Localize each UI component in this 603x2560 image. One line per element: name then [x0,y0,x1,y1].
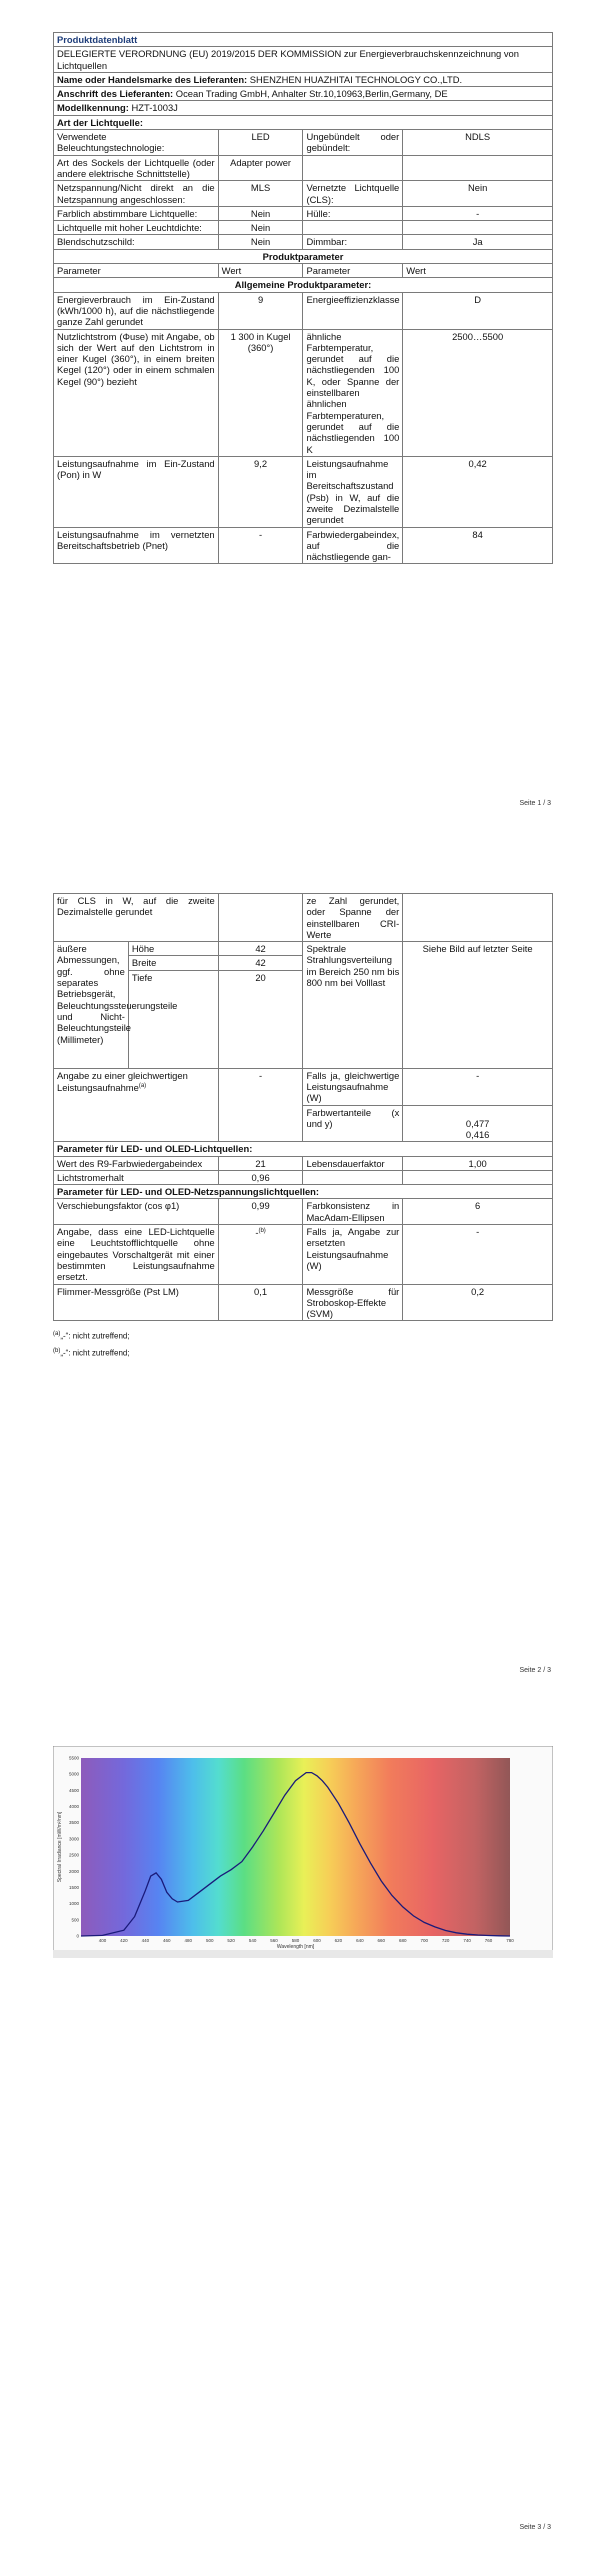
flicker-value: 0,1 [218,1284,303,1321]
x-tick-label: 560 [270,1938,278,1943]
page-2 [0,853,603,1706]
col-header-parameter: Parameter [303,264,403,278]
footnote-b-marker: (b) [53,1348,61,1355]
spectral-value: Siehe Bild auf letzter Seite [403,942,553,1069]
general-params-header: Allgemeine Produktparameter: [54,278,553,292]
lumen-maintenance-label: Lichtstromerhalt [54,1170,219,1184]
x-tick-label: 700 [420,1938,428,1943]
equivalent-watt-value: - [403,1068,553,1105]
empty-cell [403,1170,553,1184]
col-header-parameter: Parameter [54,264,219,278]
displacement-factor-label: Verschiebungsfaktor (cos φ1) [54,1199,219,1225]
x-tick-label: 520 [227,1938,235,1943]
standby-power-value: 0,42 [403,456,553,527]
address-label: Anschrift des Lieferanten: [57,88,174,100]
footnote-a: $^{(a)}$„-“: nicht zutreffend; [53,1331,130,1342]
datasheet-table-page-1 [53,32,553,564]
colour-consistency-value: 6 [403,1199,553,1225]
cap-type-label: Art des Sockels der Lichtquelle (oder andere elektrische Schnittstelle) [54,155,219,181]
model-label: Modellkennung: [57,102,129,114]
directional-value: NDLS [403,130,553,156]
footnote-a-marker: (a) [53,1331,61,1338]
x-tick-label: 780 [506,1938,514,1943]
col-header-value: Wert [218,264,303,278]
mains-label: Netzspannung/Nicht direkt an die Netzspannung angeschlossen: [54,181,219,207]
chromaticity-value [403,1105,553,1142]
x-tick-label: 640 [356,1938,364,1943]
cls-label: Vernetzte Lichtquelle (CLS): [303,181,403,207]
y-tick-label: 3500 [68,1820,79,1826]
footnotes [53,1327,553,1360]
table-row [54,894,553,942]
footnote-marker: (a) [138,1083,147,1090]
supplier-row [54,72,553,86]
model-value: HZT-1003J [131,102,178,114]
y-tick-label: 500 [71,1917,79,1923]
page-1 [0,0,603,853]
table-row [54,130,553,156]
x-tick-label: 760 [484,1938,493,1943]
supplier-label: Name oder Handelsmarke des Lieferanten: [57,73,248,85]
replaced-power-label: Falls ja, Angabe zur ersetzten Leistungsaufnahme (W) [303,1225,403,1284]
cap-type-value: Adapter power [218,155,303,181]
technology-value: LED [218,130,303,156]
fluorescent-replacement-label: Angabe, dass eine LED-Lichtquelle eine Leuchtstofflichtquelle ohne eingebautes Vorschaltgerät mit einer bestimmten Leistungsaufnahme ersetzt. [54,1225,219,1284]
fluorescent-replacement-value [218,1225,303,1284]
page-footer: Seite 2 / 3 [519,1667,551,1674]
cri-label: Farbwiedergabeindex, auf die nächstliegende gan- [303,527,403,564]
energy-class-value: D [403,292,553,329]
product-params-header: Produktparameter [54,249,553,263]
x-tick-label: 400 [98,1938,107,1943]
x-tick-label: 540 [248,1938,257,1943]
cri-value: 84 [403,527,553,564]
table-row [54,292,553,329]
energy-class-label: Energieeffizienzklasse [303,292,403,329]
width-label: Breite [128,956,218,970]
table-row [54,155,553,181]
x-tick-label: 600 [313,1938,321,1943]
table-row [54,206,553,220]
column-header-row [54,264,553,278]
envelope-label: Hülle: [303,206,403,220]
x-axis-label: Wavelength [nm] [276,1944,315,1950]
address-row [54,87,553,101]
depth-label: Tiefe [128,970,218,1068]
cct-value: 2500…5500 [403,329,553,456]
table-row [54,235,553,249]
height-value: 42 [218,942,303,956]
x-tick-label: 680 [398,1938,407,1943]
spectrum-chart [53,1746,553,1958]
continued-left-label: für CLS in W, auf die zweite Dezimalstelle gerundet [54,894,219,942]
network-standby-value: - [218,527,303,564]
survival-factor-value: 1,00 [403,1156,553,1170]
mains-value: MLS [218,181,303,207]
depth-value: 20 [218,970,303,1068]
y-tick-label: 5000 [68,1771,79,1777]
anti-glare-label: Blendschutzschild: [54,235,219,249]
table-row [54,1170,553,1184]
width-value: 42 [218,956,303,970]
cls-value: Nein [403,181,553,207]
anti-glare-value: Nein [218,235,303,249]
empty-cell [218,894,303,942]
light-type-header: Art der Lichtquelle: [54,115,553,129]
cct-label: ähnliche Farbtemperatur, gerundet auf die nächstliegenden 100 K, oder Spanne der einstellbaren ähnlichen Farbtemperaturen, gerundet auf die nächstliegenden 100 K [303,329,403,456]
y-tick-label: 2000 [68,1868,79,1874]
page-footer: Seite 3 / 3 [519,2524,551,2531]
equivalent-power-label: Angabe zu einer gleichwertigen Leistungsaufnahme [57,1069,188,1094]
table-row [54,527,553,564]
table-row [54,329,553,456]
r9-label: Wert des R9-Farbwiedergabeindex [54,1156,219,1170]
empty-cell [303,155,403,181]
dimensions-label: äußere Abmessungen, ggf. ohne separates Betriebsgerät, Beleuchtungssteuerungsteile und Nicht-Beleuchtungsteile (Millimeter) [54,942,129,1069]
spectral-label: Spektrale Strahlungsverteilung im Bereich 250 nm bis 800 nm bei Volllast [303,942,403,1069]
on-mode-power-value: 9,2 [218,456,303,527]
table-row [54,456,553,527]
col-header-value: Wert [403,264,553,278]
supplier-value: SHENZHEN HUAZHITAI TECHNOLOGY CO.,LTD. [249,73,463,85]
page-footer: Seite 1 / 3 [519,800,551,807]
envelope-value: - [403,206,553,220]
empty-cell [403,894,553,942]
survival-factor-label: Lebensdauerfaktor [303,1156,403,1170]
dimmable-value: Ja [403,235,553,249]
model-row [54,101,553,115]
led-params-header: Parameter für LED- und OLED-Lichtquellen: [54,1142,553,1156]
x-tick-label: 480 [184,1938,193,1943]
footnote-marker: (b) [258,1228,266,1235]
table-row [54,1068,553,1105]
table-row [54,1225,553,1284]
main-table [53,32,553,564]
equivalent-watt-label: Falls ja, gleichwertige Leistungsaufnahme (W) [303,1068,403,1105]
equivalent-power-value: - [218,1068,303,1141]
main-table-continued [53,893,553,1321]
empty-cell [403,155,553,181]
colour-consistency-label: Farbkonsistenz in MacAdam-Ellipsen [303,1199,403,1225]
y-tick-label: 3000 [68,1836,79,1842]
energy-consumption-value: 9 [218,292,303,329]
table-row [54,1156,553,1170]
y-tick-label: 1000 [68,1901,79,1907]
table-row [54,181,553,207]
x-tick-label: 580 [291,1938,300,1943]
directional-label: Ungebündelt oder gebündelt: [303,130,403,156]
chromaticity-x: 0,477 [465,1117,490,1129]
mains-led-params-header: Parameter für LED- und OLED-Netzspannungslichtquellen: [54,1185,553,1199]
x-tick-label: 740 [463,1938,471,1943]
empty-cell [303,221,403,235]
y-tick-label: 2500 [68,1852,79,1858]
technology-label: Verwendete Beleuchtungstechnologie: [54,130,219,156]
useful-flux-label: Nutzlichtstrom (Φuse) mit Angabe, ob sich der Wert auf den Lichtstrom in einer Kugel (360°), in einem breiten Kegel (120°) oder in einem schmalen Kegel (90°) bezieht [54,329,219,456]
chromaticity-label: Farbwertanteile (x und y) [303,1105,403,1142]
flicker-label: Flimmer-Messgröße (Pst LM) [54,1284,219,1321]
spectrum-background [81,1758,510,1936]
y-tick-label: 4500 [68,1787,79,1793]
y-tick-label: 5500 [68,1755,79,1761]
high-luminance-label: Lichtquelle mit hoher Leuchtdichte: [54,221,219,235]
page-title: Produktdatenblatt [54,33,553,47]
x-tick-label: 460 [163,1938,171,1943]
datasheet-table-page-2 [53,893,553,1361]
useful-flux-value: 1 300 in Kugel (360°) [218,329,303,456]
chart-bottom-bar [53,1950,553,1958]
y-tick-label: 1500 [68,1884,79,1890]
empty-cell [303,1170,403,1184]
x-tick-label: 720 [441,1938,450,1943]
continued-right-label: ze Zahl gerundet, oder Spanne der einstellbaren CRI-Werte [303,894,403,942]
table-row [54,1199,553,1225]
displacement-factor-value: 0,99 [218,1199,303,1225]
empty-cell [403,221,553,235]
stroboscopic-label: Messgröße für Stroboskop-Effekte (SVM) [303,1284,403,1321]
energy-consumption-label: Energieverbrauch im Ein-Zustand (kWh/1000 h), auf die nächstliegende ganze Zahl gerundet [54,292,219,329]
stroboscopic-value: 0,2 [403,1284,553,1321]
lumen-maintenance-value: 0,96 [218,1170,303,1184]
tunable-label: Farblich abstimmbare Lichtquelle: [54,206,219,220]
replacement-value: - [255,1227,259,1239]
x-tick-label: 420 [120,1938,128,1943]
regulation-subtitle: DELEGIERTE VERORDNUNG (EU) 2019/2015 DER KOMMISSION zur Energieverbrauchskennzeichnung von Lichtquellen [54,47,553,73]
tunable-value: Nein [218,206,303,220]
table-row [54,221,553,235]
high-luminance-value: Nein [218,221,303,235]
network-standby-label: Leistungsaufnahme im vernetzten Bereitschaftsbetrieb (Pnet) [54,527,219,564]
height-label: Höhe [128,942,218,956]
replaced-power-value: - [403,1225,553,1284]
y-tick-label: 0 [76,1933,79,1939]
footnote-b: $^{(b)}$„-“: nicht zutreffend; [53,1348,130,1358]
r9-value: 21 [218,1156,303,1170]
table-row [54,1284,553,1321]
spectrum-chart-svg [53,1746,553,1958]
y-axis-label: Spectral Irradiance [mW/m²/nm] [57,1811,63,1883]
standby-power-label: Leistungsaufnahme im Bereitschaftszustand (Psb) in W, auf die zweite Dezimalstelle gerundet [303,456,403,527]
chromaticity-y: 0,416 [465,1128,490,1140]
on-mode-power-label: Leistungsaufnahme im Ein-Zustand (Pon) in W [54,456,219,527]
x-tick-label: 660 [377,1938,386,1943]
x-tick-label: 620 [334,1938,343,1943]
dimmable-label: Dimmbar: [303,235,403,249]
equivalent-power-cell [54,1068,219,1141]
x-tick-label: 440 [141,1938,150,1943]
x-tick-label: 500 [205,1938,214,1943]
address-value: Ocean Trading GmbH, Anhalter Str.10,10963,Berlin,Germany, DE [175,88,448,100]
y-tick-label: 4000 [68,1804,79,1810]
table-row [54,942,553,956]
